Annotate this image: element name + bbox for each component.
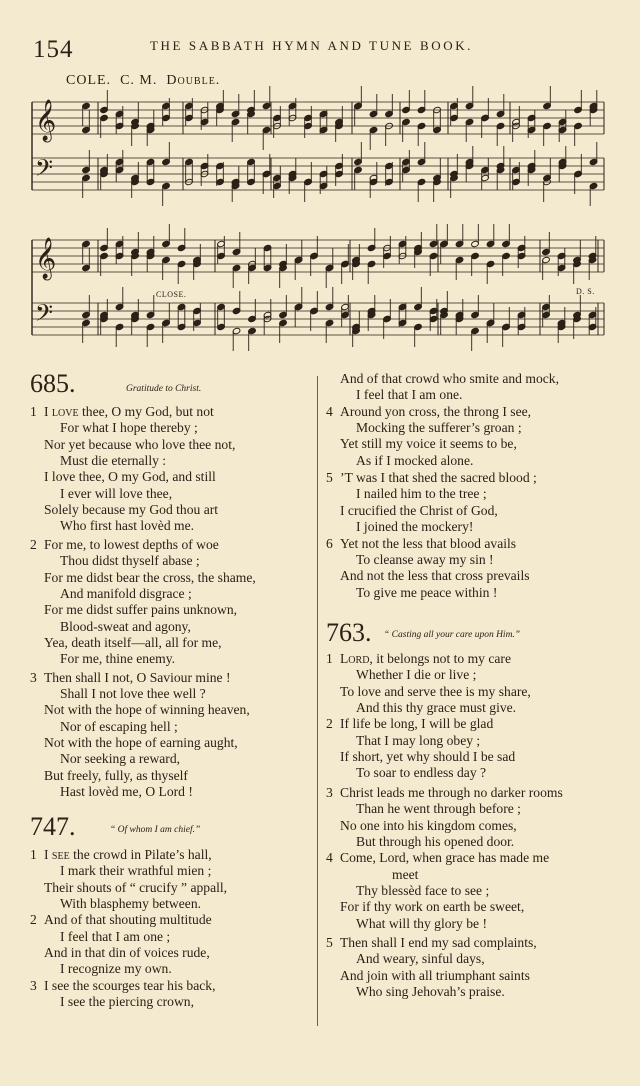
hymn-number: 747. [30,812,76,841]
verse-line: If short, yet why should I be sad [340,749,516,765]
verse-line: Solely because my God thou art [44,502,219,518]
verse-line: Yet still my voice it seems to be, [340,436,517,452]
verse-line: Then shall I end my sad complaints, [340,934,537,950]
verse-line: To soar to endless day ? [356,765,487,781]
verse-line: meet [392,866,419,882]
verse-line: Than he went through before ; [356,801,521,817]
treble-clef-icon: 𝄞 [35,238,57,279]
tune-meter: C. M. [120,73,158,88]
verse-line: To cleanse away my sin ! [356,551,494,567]
verse-line: Whether I die or live ; [356,667,477,683]
line-text: the crowd in Pilate’s hall, [69,847,212,862]
column-divider [317,376,318,1026]
verse-line: Christ leads me through no darker rooms [340,784,563,800]
ds-mark: D. S. [576,287,595,296]
verse-line: Not with the hope of earning aught, [44,735,238,750]
verse-line: And manifold disgrace ; [60,585,192,601]
bass-clef-icon: 𝄢 [35,299,54,332]
verse-line: And join with all triumphant saints [340,967,530,983]
verse-line: Come, Lord, when grace has made me [340,850,550,866]
verse-line: With blasphemy between. [60,896,202,912]
verse-line: ’T was I that shed the sacred blood ; [340,470,537,486]
verse-line: I joined the mockery! [356,519,474,535]
verse-line: I mark their wrathful mien ; [60,863,212,879]
verse-number: 6 [326,535,333,551]
verse-line: But freely, fully, as thyself [44,767,188,783]
hymn-number: 685. [30,369,76,398]
verse-number: 3 [30,669,37,685]
verse-line: No one into his kingdom comes, [340,817,517,833]
verse-line: And this thy grace must give. [356,700,517,716]
verse-number: 3 [326,784,333,800]
line-text: thee, O my God, but not [78,404,214,419]
verse-line: Nor yet because who love thee not, [44,436,236,452]
hymn-subtitle: “ Of whom I am chief.” [110,825,201,835]
verse-number: 1 [326,651,333,666]
verse-line: Their shouts of “ crucify ” appall, [44,879,228,895]
verse-line: To give me peace within ! [356,584,498,600]
verse-number: 2 [326,716,333,732]
verse-line: And of that crowd who smite and mock, [340,371,559,386]
verse-line: As if I mocked alone. [356,452,474,468]
verse-line: Must die eternally : [60,453,167,469]
verse-line [44,848,212,862]
verse-line: Blood-sweat and agony, [60,618,191,634]
line-text: , it belongs not to my care [369,651,511,666]
verse-line: I nailed him to the tree ; [356,486,487,502]
verse-line: I recognize my own. [60,961,172,977]
verse-line: Thy blessèd face to see ; [356,882,490,898]
verse-line: For me didst bear the cross, the shame, [44,569,256,585]
verse-line: Who first hast lovèd me. [60,518,195,534]
verse-line: Thou didst thyself abase ; [60,553,200,569]
verse-line: And in that din of voices rude, [44,945,210,961]
verse-line: I ever will love thee, [60,485,173,501]
hymn-subtitle: “ Casting all your care upon Him.” [384,630,521,640]
verse-line: For what I hope thereby ; [60,420,198,436]
verse-line: And weary, sinful days, [356,951,485,967]
first-word: I see [44,847,70,862]
verse-line: Then shall I not, O Saviour mine ! [44,669,231,685]
tune-name: COLE. [66,73,112,88]
verse-line: I feel that I am one. [356,387,463,403]
verse-number: 1 [30,404,37,419]
verse-line: That I may long obey ; [356,732,481,748]
first-word: I love [44,404,79,419]
hymn-subtitle: Gratitude to Christ. [126,384,202,394]
verse-line: I crucified the Christ of God, [340,502,498,518]
verse-line: What will thy glory be ! [356,915,487,931]
verse-line: Yea, death itself—all, all for me, [44,634,222,650]
verse-line: I feel that I am one ; [60,928,171,944]
bass-clef-icon: 𝄢 [35,154,54,187]
verse-line: For if thy work on earth be sweet, [340,899,525,915]
first-word: Lord [340,651,370,666]
verse-line: To love and serve thee is my share, [340,683,531,699]
verse-line [44,405,214,419]
verse-line: Mocking the sufferer’s groan ; [356,420,522,436]
verse-line: If life be long, I will be glad [340,716,494,732]
verse-number: 2 [30,536,37,552]
verse-line: For me didst suffer pains unknown, [44,602,238,618]
verse-line: And not the less that cross prevails [340,568,530,584]
tune-variant: Double. [166,73,221,88]
hymn-number: 763. [326,618,372,647]
verse-line: Yet not the less that blood avails [340,535,517,551]
verse-line: Nor of escaping hell ; [60,718,178,734]
running-head: THE SABBATH HYMN AND TUNE BOOK. [150,38,474,53]
verse-line: Nor seeking a reward, [60,751,181,767]
verse-number: 5 [326,470,333,486]
verse-line: I love thee, O my God, and still [44,469,216,485]
verse-number: 5 [326,934,333,950]
verse-number: 4 [326,850,333,866]
verse-line: I see the piercing crown, [60,994,194,1010]
verse-number: 3 [30,977,37,993]
verse-line [340,652,511,666]
page-number: 154 [33,36,74,63]
verse-line: But through his opened door. [356,833,515,849]
verse-number: 2 [30,912,37,928]
verse-line: Not with the hope of winning heaven, [44,702,250,718]
verse-number: 1 [30,847,37,862]
verse-line: Shall I not love thee well ? [60,685,206,701]
verse-line: For me, thine enemy. [60,651,176,667]
verse-line: Who sing Jehovah’s praise. [356,984,505,999]
verse-line: Around yon cross, the throng I see, [340,403,532,419]
close-mark: CLOSE. [156,290,187,299]
verse-number: 4 [326,403,333,419]
music-score [0,0,640,370]
verse-line: Hast lovèd me, O Lord ! [60,784,193,800]
verse-line: And of that shouting multitude [44,912,212,928]
verse-line: I see the scourges tear his back, [44,977,216,993]
verse-line: For me, to lowest depths of woe [44,536,219,552]
treble-clef-icon: 𝄞 [35,100,57,141]
